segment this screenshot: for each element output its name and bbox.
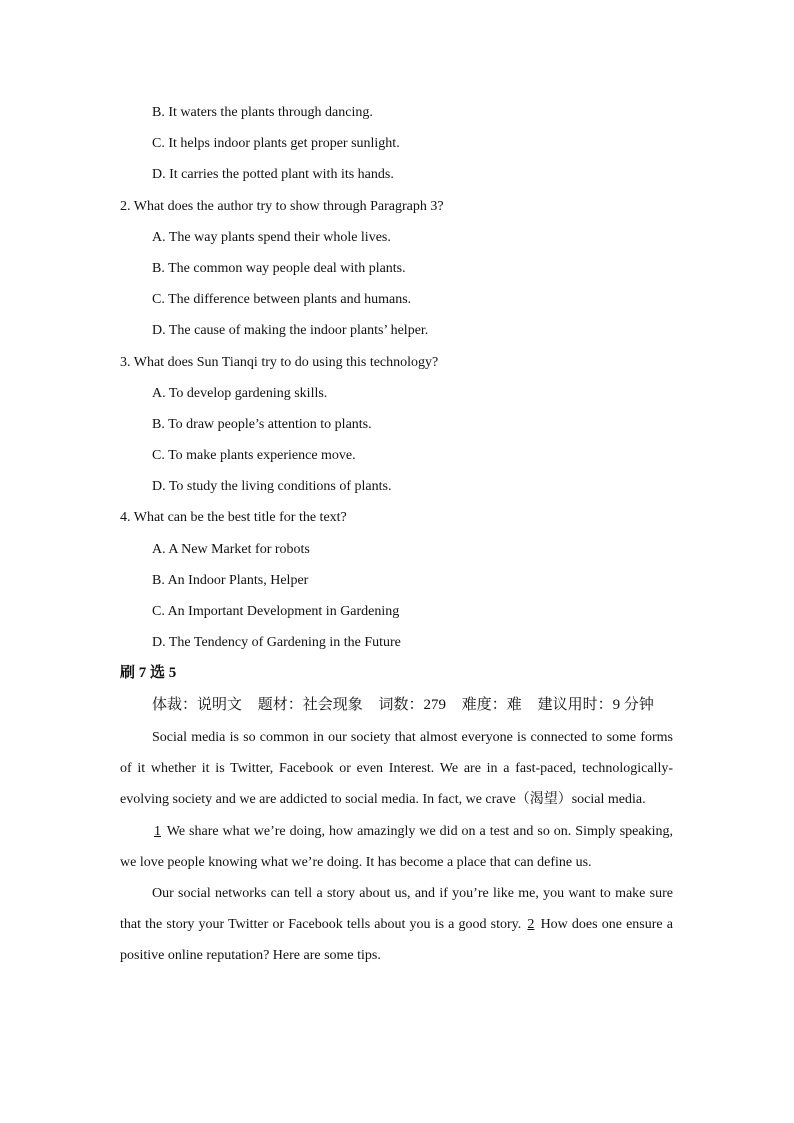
- q1-option-b: B. It waters the plants through dancing.: [152, 105, 373, 120]
- q2-option-a: A. The way plants spend their whole lives.: [152, 229, 391, 245]
- question-2-stem: 2. What does the author try to show through Paragraph 3?: [120, 198, 444, 214]
- meta-difficulty: 难度：难: [461, 696, 522, 713]
- blank-1: 1: [154, 823, 161, 839]
- meta-topic: 题材：社会现象: [257, 696, 363, 713]
- q1-option-c: C. It helps indoor plants get proper sunlight.: [152, 136, 400, 152]
- blank-2: 2: [527, 917, 535, 933]
- q3-option-c: C. To make plants experience move.: [152, 448, 356, 464]
- q3-option-b: B. To draw people’s attention to plants.: [152, 416, 372, 432]
- q2-option-c: C. The difference between plants and humans.: [152, 292, 412, 308]
- q2-option-d: D. The cause of making the indoor plants’ helper.: [152, 323, 429, 339]
- article-paragraph-3: [120, 878, 673, 972]
- question-3-stem: 3. What does Sun Tianqi try to do using this technology?: [120, 354, 439, 370]
- meta-word-count: 词数：279: [378, 696, 447, 713]
- article-paragraph-2: [120, 816, 673, 878]
- article-paragraph-3-end: How does one ensure a positive online reputation? Here are some tips.: [120, 917, 673, 964]
- meta-genre: 体裁：说明文: [152, 696, 243, 713]
- section-meta: [0, 690, 794, 721]
- q4-option-d: D. The Tendency of Gardening in the Future: [152, 635, 401, 651]
- meta-suggested-time: 建议用时：9 分钟: [537, 696, 654, 713]
- q2-option-b: B. The common way people deal with plants.: [152, 260, 406, 276]
- article-paragraph-3-start: Our social networks can tell a story about us, and if you’re like me, you want to make sure that the story your Twitter or Facebook tells about you is a good story.: [120, 886, 673, 933]
- section-title: 刷 7 选 5: [120, 665, 177, 682]
- questions-block: [0, 97, 794, 721]
- q4-option-a: A. A New Market for robots: [152, 541, 310, 557]
- article-text: [120, 722, 673, 972]
- q4-option-b: B. An Indoor Plants, Helper: [152, 572, 309, 588]
- q3-option-d: D. To study the living conditions of plants.: [152, 479, 392, 495]
- q3-option-a: A. To develop gardening skills.: [152, 385, 328, 401]
- article-paragraph-1: Social media is so common in our society that almost everyone is connected to some forms of it whether it is Twitter, Facebook or even Interest. We are in a fast-paced, technologically-evolving society and we are addicted to social media. In fact, we crave（渴望）social media.: [120, 730, 673, 808]
- q1-option-d: D. It carries the potted plant with its hands.: [152, 167, 394, 183]
- q4-option-c: C. An Important Development in Gardening: [152, 604, 400, 619]
- question-4-stem: 4. What can be the best title for the text?: [120, 510, 347, 526]
- article-paragraph-2-text: We share what we’re doing, how amazingly we did on a test and so on. Simply speaking, we love people knowing what we’re doing. It has become a place that can define us.: [120, 823, 673, 870]
